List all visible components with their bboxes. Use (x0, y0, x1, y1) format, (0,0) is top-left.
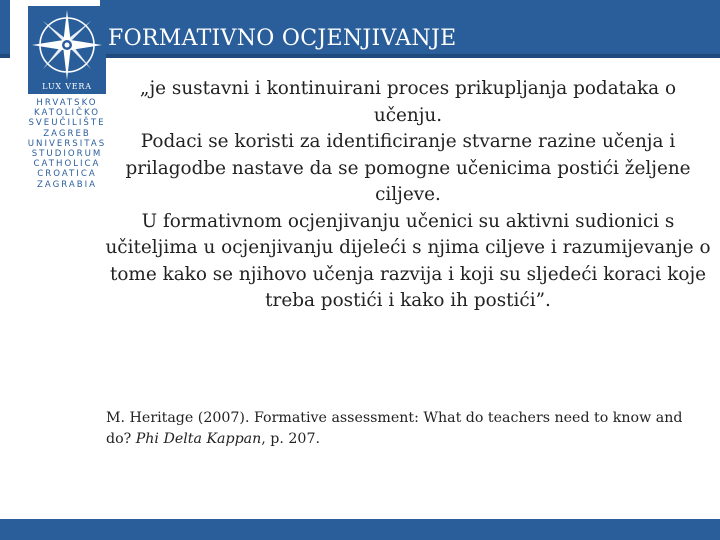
citation-pages: , p. 207. (261, 431, 320, 447)
logo-line: UNIVERSITAS (27, 138, 107, 149)
logo-line: SVEUČILIŠTE (28, 118, 106, 129)
logo-line: STUDIORUM (31, 149, 103, 160)
logo-motto: LUX VERA (42, 82, 92, 91)
logo-line: CROATICA (37, 169, 97, 180)
logo-line: ZAGRABIA (36, 179, 98, 190)
slide-title: FORMATIVNO OCJENJIVANJE (108, 26, 457, 51)
footer-bar (0, 519, 720, 540)
university-logo (10, 0, 107, 208)
star-emblem-icon (28, 6, 106, 94)
slide-body (104, 76, 712, 315)
logo-line: ZAGREB (43, 128, 91, 139)
logo-line: KATOLIČKO (34, 108, 100, 119)
body-paragraph: U formativnom ocjenjivanju učenici su aktivni sudionici s učiteljima u ocjenjivanju dijeleći s njima ciljeve i razumijevanje o tome kako se njihovo učenja razvija i koji su sljedeći koraci koje treba postići i kako ih postići”. (105, 210, 711, 311)
logo-line: CATHOLICA (33, 159, 101, 170)
logo-text (26, 98, 108, 190)
logo-emblem (28, 6, 106, 94)
citation-journal: Phi Delta Kappan (135, 431, 262, 447)
logo-line: HRVATSKO (36, 98, 98, 108)
body-paragraph: „je sustavni i kontinuirani proces prikupljanja podataka o učenju. (139, 78, 677, 126)
body-paragraph: Podaci se koristi za identificiranje stvarne razine učenja i prilagodbe nastave da se pomogne učenicima postići željene ciljeve. (125, 131, 691, 205)
citation-authors: M. Heritage (2007). Formative assessment: What do teachers need to know and do? (106, 410, 683, 447)
citation (106, 408, 712, 450)
